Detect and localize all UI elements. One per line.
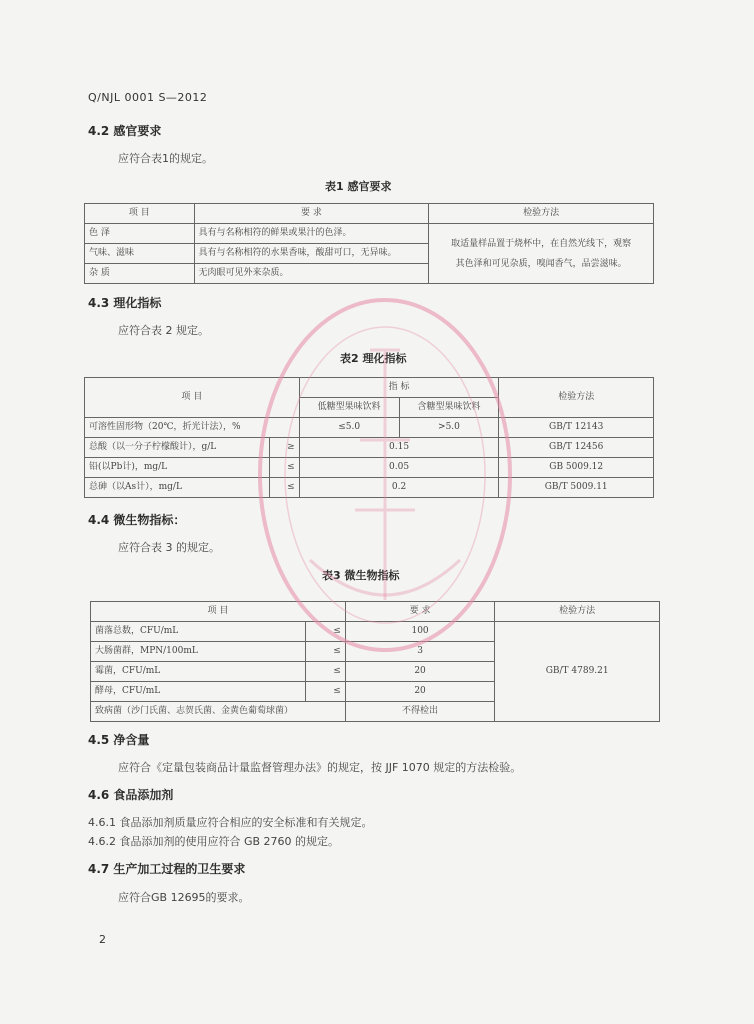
- method-line: 其色泽和可见杂质，嗅闻香气，品尝滋味。: [455, 258, 627, 269]
- table-cell: 无肉眼可见外来杂质。: [194, 264, 429, 284]
- table-cell: 总砷（以As计），mg/L: [85, 478, 270, 498]
- table-cell: ≤: [305, 682, 345, 702]
- table-cell: 霉菌，CFU/mL: [91, 662, 306, 682]
- table-cell: ≤: [305, 662, 345, 682]
- table-header-cell: 要 求: [194, 204, 429, 224]
- table-cell: 致病菌（沙门氏菌、志贺氏菌、金黄色葡萄球菌）: [91, 702, 346, 722]
- table3-caption: 表3 微生物指标: [322, 569, 400, 582]
- table-cell: 0.15: [299, 438, 499, 458]
- table-cell: 3: [345, 642, 495, 662]
- table-header-cell: 要 求: [345, 602, 495, 622]
- table-header-cell: 检验方法: [495, 602, 660, 622]
- section-4-5-heading: 4.5 净含量: [88, 733, 150, 747]
- section-4-4-heading: 4.4 微生物指标：: [88, 513, 186, 527]
- table-cell: 不得检出: [345, 702, 495, 722]
- table1-caption: 表1 感官要求: [325, 180, 392, 193]
- table-cell: ≥: [269, 438, 299, 458]
- table-header-cell: 项 目: [85, 378, 300, 418]
- table-cell-method: GB/T 4789.21: [495, 622, 660, 722]
- table-cell: 20: [345, 662, 495, 682]
- table-cell: 气味、滋味: [85, 244, 195, 264]
- table-cell: ≤: [305, 642, 345, 662]
- section-4-5-text: 应符合《定量包装商品计量监督管理办法》的规定，按 JJF 1070 规定的方法检验。: [118, 761, 522, 774]
- table-header-cell: 含糖型果味饮料: [399, 398, 499, 418]
- table-physicochemical: [84, 377, 654, 498]
- method-line: 取适量样品置于烧杯中，在自然光线下，观察: [451, 238, 632, 249]
- table-cell-method: [429, 224, 654, 284]
- section-4-7-heading: 4.7 生产加工过程的卫生要求: [88, 862, 246, 876]
- section-4-6-1-text: 4.6.1 食品添加剂质量应符合相应的安全标准和有关规定。: [88, 816, 373, 829]
- table-header-cell: 检验方法: [499, 378, 654, 418]
- table-cell: >5.0: [399, 418, 499, 438]
- table-row: [85, 478, 654, 498]
- table-row: [85, 438, 654, 458]
- table-row: [91, 622, 660, 642]
- table-cell: GB/T 12456: [499, 438, 654, 458]
- section-4-6-heading: 4.6 食品添加剂: [88, 788, 174, 802]
- table-cell: ≤: [269, 478, 299, 498]
- table-header-cell: 低糖型果味饮料: [299, 398, 399, 418]
- table-cell: 菌落总数，CFU/mL: [91, 622, 306, 642]
- table-cell: 20: [345, 682, 495, 702]
- table-row: [85, 458, 654, 478]
- table-cell: GB/T 12143: [499, 418, 654, 438]
- table2-caption: 表2 理化指标: [340, 352, 407, 365]
- table-row: [85, 418, 654, 438]
- document-id: Q/NJL 0001 S—2012: [88, 91, 208, 104]
- table-cell: ≤: [269, 458, 299, 478]
- table-row: [85, 204, 654, 224]
- table-cell: 0.05: [299, 458, 499, 478]
- section-4-2-text: 应符合表1的规定。: [118, 152, 213, 165]
- table-cell: 具有与名称相符的水果香味，酸甜可口，无异味。: [194, 244, 429, 264]
- section-4-3-text: 应符合表 2 规定。: [118, 324, 209, 337]
- table-cell: ≤5.0: [299, 418, 399, 438]
- table-cell: 总酸（以一分子柠檬酸计），g/L: [85, 438, 270, 458]
- table-cell: GB 5009.12: [499, 458, 654, 478]
- table-header-cell: 指 标: [299, 378, 499, 398]
- table-row: [85, 378, 654, 398]
- table-microbiological: [90, 601, 660, 722]
- section-4-7-text: 应符合GB 12695的要求。: [118, 891, 250, 904]
- section-4-6-2-text: 4.6.2 食品添加剂的使用应符合 GB 2760 的规定。: [88, 835, 340, 848]
- table-header-cell: 项 目: [85, 204, 195, 224]
- table-cell: 具有与名称相符的鲜果或果汁的色泽。: [194, 224, 429, 244]
- table-cell: 杂 质: [85, 264, 195, 284]
- table-cell: GB/T 5009.11: [499, 478, 654, 498]
- section-4-2-heading: 4.2 感官要求: [88, 124, 162, 138]
- table-header-cell: 检验方法: [429, 204, 654, 224]
- table-cell: 可溶性固形物（20℃，折光计法），%: [85, 418, 300, 438]
- section-4-3-heading: 4.3 理化指标: [88, 296, 162, 310]
- table-header-cell: 项 目: [91, 602, 346, 622]
- table-cell: 大肠菌群，MPN/100mL: [91, 642, 306, 662]
- table-row: [85, 224, 654, 244]
- table-cell: 铅(以Pb计)，mg/L: [85, 458, 270, 478]
- table-sensory: [84, 203, 654, 284]
- table-row: [91, 602, 660, 622]
- table-cell: 100: [345, 622, 495, 642]
- section-4-4-text: 应符合表 3 的规定。: [118, 541, 220, 554]
- page-number: 2: [99, 933, 106, 946]
- table-cell: 酵母，CFU/mL: [91, 682, 306, 702]
- table-cell: ≤: [305, 622, 345, 642]
- table-cell: 色 泽: [85, 224, 195, 244]
- table-cell: 0.2: [299, 478, 499, 498]
